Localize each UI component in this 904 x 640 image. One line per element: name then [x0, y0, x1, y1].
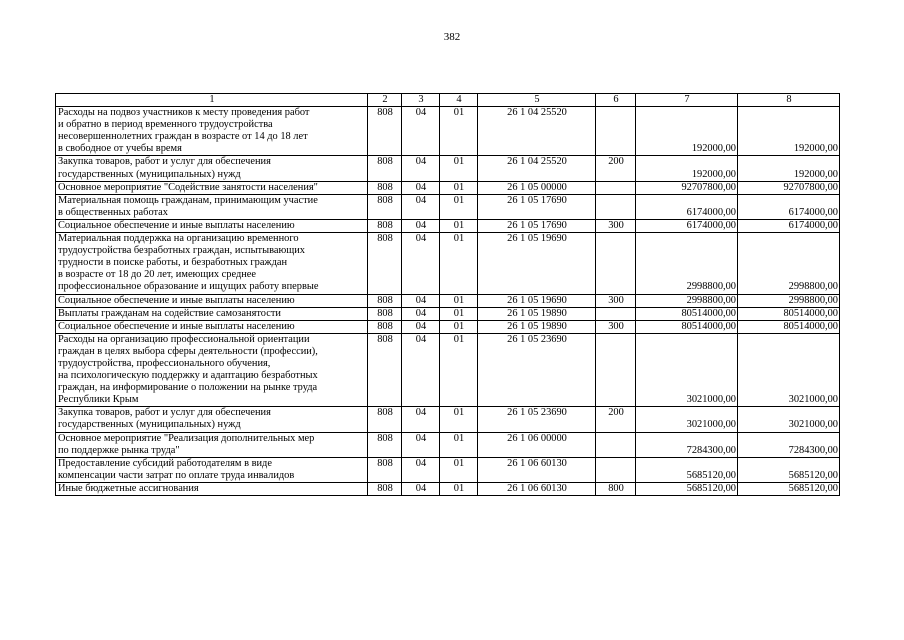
row-name-line: трудоустройства, профессионального обучения, [58, 357, 271, 369]
table-row [56, 233, 840, 294]
row-name-cell [56, 432, 368, 457]
section-code-cell: 04 [402, 307, 440, 320]
row-name-line: в общественных работах [58, 206, 168, 218]
chapter-code-cell: 808 [368, 432, 402, 457]
chapter-code-cell: 808 [368, 233, 402, 294]
row-name-line: Предоставление субсидий работодателям в виде [58, 457, 272, 469]
table-row [56, 181, 840, 194]
target-article-cell: 26 1 05 17690 [478, 194, 596, 219]
table-row [56, 407, 840, 432]
amount-cell-8: 3021000,00 [738, 333, 840, 407]
header-cell: 5 [478, 94, 596, 107]
section-code-cell: 04 [402, 156, 440, 181]
header-cell: 4 [440, 94, 478, 107]
row-name-cell [56, 233, 368, 294]
subsection-code-cell: 01 [440, 307, 478, 320]
row-name-line: Основное мероприятие "Реализация дополнительных мер [58, 432, 315, 444]
amount-cell-8: 6174000,00 [738, 219, 840, 232]
section-code-cell: 04 [402, 219, 440, 232]
row-name-line: профессиональное образование и ищущих работу впервые [58, 281, 319, 293]
expense-type-cell [596, 333, 636, 407]
chapter-code-cell: 808 [368, 482, 402, 495]
row-name-line: Социальное обеспечение и иные выплаты населению [58, 294, 295, 306]
row-name-line: государственных (муниципальных) нужд [58, 419, 241, 431]
section-code-cell: 04 [402, 457, 440, 482]
row-name-cell [56, 457, 368, 482]
section-code-cell: 04 [402, 482, 440, 495]
row-name-line: Социальное обеспечение и иные выплаты населению [58, 219, 295, 231]
section-code-cell: 04 [402, 294, 440, 307]
row-name-line: в свободное от учебы время [58, 143, 182, 155]
subsection-code-cell: 01 [440, 107, 478, 156]
amount-cell-7: 7284300,00 [636, 432, 738, 457]
row-name-line: Выплаты гражданам на содействие самозанятости [58, 307, 281, 319]
target-article-cell: 26 1 05 23690 [478, 407, 596, 432]
table-row [56, 482, 840, 495]
row-name-line: граждан, на информирование о положении на рынке труда [58, 382, 318, 394]
amount-cell-8: 5685120,00 [738, 457, 840, 482]
chapter-code-cell: 808 [368, 194, 402, 219]
row-name-line: Материальная помощь гражданам, принимающим участие [58, 194, 318, 206]
amount-cell-7: 6174000,00 [636, 219, 738, 232]
target-article-cell: 26 1 05 19890 [478, 320, 596, 333]
table-row [56, 219, 840, 232]
chapter-code-cell: 808 [368, 156, 402, 181]
amount-cell-8: 3021000,00 [738, 407, 840, 432]
amount-cell-8: 80514000,00 [738, 320, 840, 333]
page-number: 382 [443, 31, 461, 43]
row-name-line: Расходы на организацию профессиональной ориентации [58, 333, 310, 345]
chapter-code-cell: 808 [368, 107, 402, 156]
row-name-cell [56, 107, 368, 156]
row-name-line: Основное мероприятие "Содействие занятости населения" [58, 181, 318, 193]
budget-table [55, 93, 840, 496]
amount-cell-8: 2998800,00 [738, 233, 840, 294]
row-name-line: Расходы на подвоз участников к месту проведения работ [58, 107, 310, 119]
amount-cell-7: 80514000,00 [636, 307, 738, 320]
chapter-code-cell: 808 [368, 219, 402, 232]
section-code-cell: 04 [402, 320, 440, 333]
row-name-line: по поддержке рынка труда" [58, 444, 180, 456]
expense-type-cell: 200 [596, 156, 636, 181]
section-code-cell: 04 [402, 333, 440, 407]
chapter-code-cell: 808 [368, 320, 402, 333]
amount-cell-7: 2998800,00 [636, 233, 738, 294]
row-name-cell [56, 333, 368, 407]
subsection-code-cell: 01 [440, 156, 478, 181]
subsection-code-cell: 01 [440, 233, 478, 294]
row-name-line: Иные бюджетные ассигнования [58, 482, 199, 494]
table-row [56, 333, 840, 407]
section-code-cell: 04 [402, 107, 440, 156]
subsection-code-cell: 01 [440, 333, 478, 407]
row-name-cell [56, 407, 368, 432]
subsection-code-cell: 01 [440, 194, 478, 219]
row-name-line: трудности в поиске работы, и безработных граждан [58, 257, 288, 269]
row-name-line: компенсации части затрат по оплате труда инвалидов [58, 469, 295, 481]
chapter-code-cell: 808 [368, 333, 402, 407]
amount-cell-7: 80514000,00 [636, 320, 738, 333]
target-article-cell: 26 1 04 25520 [478, 107, 596, 156]
row-name-line: Материальная поддержка на организацию временного [58, 233, 299, 245]
subsection-code-cell: 01 [440, 294, 478, 307]
section-code-cell: 04 [402, 407, 440, 432]
chapter-code-cell: 808 [368, 457, 402, 482]
target-article-cell: 26 1 06 00000 [478, 432, 596, 457]
row-name-line: несовершеннолетних граждан в возрасте от 14 до 18 лет [58, 131, 308, 143]
row-name-line: государственных (муниципальных) нужд [58, 168, 241, 180]
expense-type-cell: 200 [596, 407, 636, 432]
expense-type-cell: 300 [596, 294, 636, 307]
amount-cell-7: 2998800,00 [636, 294, 738, 307]
table-row [56, 457, 840, 482]
table-row [56, 194, 840, 219]
row-name-cell [56, 156, 368, 181]
amount-cell-7: 5685120,00 [636, 482, 738, 495]
subsection-code-cell: 01 [440, 407, 478, 432]
amount-cell-8: 2998800,00 [738, 294, 840, 307]
row-name-line: Республики Крым [58, 394, 139, 406]
amount-cell-8: 92707800,00 [738, 181, 840, 194]
expense-type-cell [596, 457, 636, 482]
row-name-cell [56, 482, 368, 495]
section-code-cell: 04 [402, 233, 440, 294]
row-name-line: Закупка товаров, работ и услуг для обеспечения [58, 407, 271, 419]
table-row [56, 107, 840, 156]
header-cell: 7 [636, 94, 738, 107]
table-row [56, 432, 840, 457]
target-article-cell: 26 1 05 17690 [478, 219, 596, 232]
table-row [56, 320, 840, 333]
amount-cell-8: 6174000,00 [738, 194, 840, 219]
expense-type-cell [596, 194, 636, 219]
target-article-cell: 26 1 05 23690 [478, 333, 596, 407]
row-name-cell [56, 194, 368, 219]
target-article-cell: 26 1 05 19690 [478, 233, 596, 294]
row-name-line: Социальное обеспечение и иные выплаты населению [58, 320, 295, 332]
amount-cell-8: 192000,00 [738, 156, 840, 181]
amount-cell-8: 5685120,00 [738, 482, 840, 495]
expense-type-cell [596, 181, 636, 194]
expense-type-cell [596, 107, 636, 156]
target-article-cell: 26 1 05 00000 [478, 181, 596, 194]
amount-cell-8: 192000,00 [738, 107, 840, 156]
header-cell: 1 [56, 94, 368, 107]
chapter-code-cell: 808 [368, 181, 402, 194]
row-name-cell [56, 219, 368, 232]
row-name-cell [56, 320, 368, 333]
amount-cell-7: 92707800,00 [636, 181, 738, 194]
section-code-cell: 04 [402, 432, 440, 457]
expense-type-cell [596, 307, 636, 320]
header-cell: 2 [368, 94, 402, 107]
target-article-cell: 26 1 04 25520 [478, 156, 596, 181]
row-name-line: Закупка товаров, работ и услуг для обеспечения [58, 156, 271, 168]
subsection-code-cell: 01 [440, 457, 478, 482]
expense-type-cell: 300 [596, 219, 636, 232]
amount-cell-7: 5685120,00 [636, 457, 738, 482]
amount-cell-7: 6174000,00 [636, 194, 738, 219]
table-row [56, 156, 840, 181]
expense-type-cell [596, 432, 636, 457]
subsection-code-cell: 01 [440, 482, 478, 495]
expense-type-cell: 300 [596, 320, 636, 333]
amount-cell-7: 192000,00 [636, 107, 738, 156]
subsection-code-cell: 01 [440, 320, 478, 333]
amount-cell-7: 3021000,00 [636, 333, 738, 407]
chapter-code-cell: 808 [368, 307, 402, 320]
section-code-cell: 04 [402, 181, 440, 194]
row-name-line: и обратно в период временного трудоустройства [58, 119, 273, 131]
row-name-line: граждан в целях выбора сферы деятельности (профессии), [58, 345, 318, 357]
table-row [56, 307, 840, 320]
amount-cell-7: 3021000,00 [636, 407, 738, 432]
header-cell: 8 [738, 94, 840, 107]
chapter-code-cell: 808 [368, 294, 402, 307]
header-cell: 6 [596, 94, 636, 107]
target-article-cell: 26 1 05 19690 [478, 294, 596, 307]
amount-cell-7: 192000,00 [636, 156, 738, 181]
amount-cell-8: 80514000,00 [738, 307, 840, 320]
row-name-line: трудоустройства безработных граждан, испытывающих [58, 245, 305, 257]
subsection-code-cell: 01 [440, 181, 478, 194]
row-name-line: на психологическую поддержку и адаптацию безработных [58, 370, 318, 382]
header-cell: 3 [402, 94, 440, 107]
row-name-cell [56, 181, 368, 194]
row-name-cell [56, 307, 368, 320]
target-article-cell: 26 1 05 19890 [478, 307, 596, 320]
target-article-cell: 26 1 06 60130 [478, 482, 596, 495]
row-name-line: в возрасте от 18 до 20 лет, имеющих среднее [58, 269, 257, 281]
target-article-cell: 26 1 06 60130 [478, 457, 596, 482]
subsection-code-cell: 01 [440, 432, 478, 457]
table-row [56, 294, 840, 307]
section-code-cell: 04 [402, 194, 440, 219]
subsection-code-cell: 01 [440, 219, 478, 232]
table-header-row [56, 94, 840, 107]
expense-type-cell: 800 [596, 482, 636, 495]
amount-cell-8: 7284300,00 [738, 432, 840, 457]
expense-type-cell [596, 233, 636, 294]
row-name-cell [56, 294, 368, 307]
chapter-code-cell: 808 [368, 407, 402, 432]
